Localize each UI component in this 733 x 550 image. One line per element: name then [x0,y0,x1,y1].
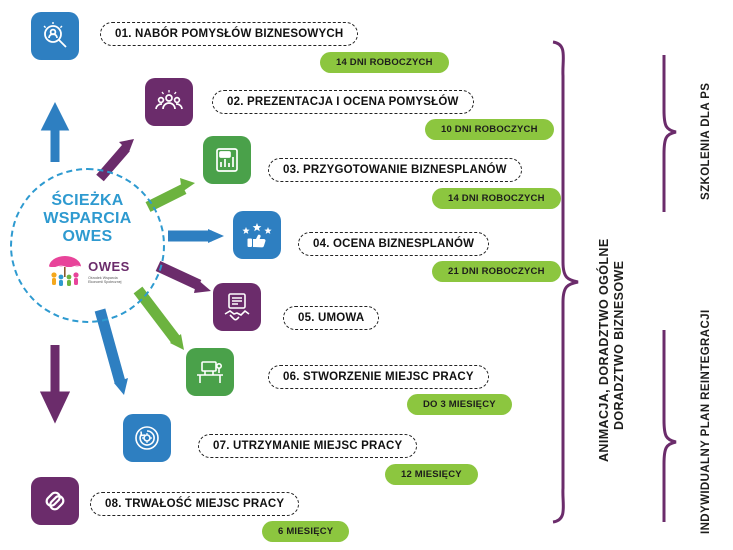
hub-title-line3: OWES [62,228,113,245]
people-presentation-icon [145,78,193,126]
owes-umbrella-icon [45,254,85,288]
thumbs-up-stars-icon [233,211,281,259]
step-label-4[interactable]: 04. OCENA BIZNESPLANÓW [298,232,489,256]
step-duration-8: 6 MIESIĘCY [262,521,349,542]
step-label-5[interactable]: 05. UMOWA [283,306,379,330]
bracket-bottom-label: INDYWIDUALNY PLAN REINTEGRACJI [700,309,712,534]
user-search-icon [31,12,79,60]
step-label-1[interactable]: 01. NABÓR POMYSŁÓW BIZNESOWYCH [100,22,358,46]
business-plan-icon [203,136,251,184]
hub-circle [10,168,165,323]
owes-logo-sub-2: Ekonomii Społecznej [88,280,122,284]
bracket-top-label: SZKOLENIA DLA PS [700,82,712,200]
step-duration-4: 21 DNI ROBOCZYCH [432,261,561,282]
owes-logo-sub-1: Ośrodek Wsparcia [88,275,118,280]
chain-link-icon [31,477,79,525]
step-label-2[interactable]: 02. PREZENTACJA I OCENA POMYSŁÓW [212,90,474,114]
main-brace [553,42,578,522]
step-label-7[interactable]: 07. UTRZYMANIE MIEJSC PRACY [198,434,417,458]
step-label-8[interactable]: 08. TRWAŁOŚĆ MIEJSC PRACY [90,492,299,516]
reintegration-brace [664,330,676,522]
step-label-6[interactable]: 06. STWORZENIE MIEJSC PRACY [268,365,489,389]
hub-title-line1: ŚCIEŻKA [51,192,124,209]
owes-logo-text: OWES [88,258,130,274]
step-duration-6: DO 3 MIESIĘCY [407,394,512,415]
bracket-main-label-line1: DORADZTWO BIZNESOWE [612,260,626,430]
handshake-contract-icon [213,283,261,331]
step-duration-3: 14 DNI ROBOCZYCH [432,188,561,209]
step-duration-1: 14 DNI ROBOCZYCH [320,52,449,73]
bracket-main-label-line2: ANIMACJA, DORADZTWO OGÓLNE [597,238,611,462]
step-duration-7: 12 MIESIĘCY [385,464,478,485]
step-label-3[interactable]: 03. PRZYGOTOWANIE BIZNESPLANÓW [268,158,522,182]
training-brace [664,55,676,212]
step-duration-2: 10 DNI ROBOCZYCH [425,119,554,140]
gear-cycle-icon [123,414,171,462]
workplace-desk-icon [186,348,234,396]
hub-title-line2: WSPARCIA [43,210,132,227]
hub-title [43,192,131,246]
owes-logo [45,254,130,288]
